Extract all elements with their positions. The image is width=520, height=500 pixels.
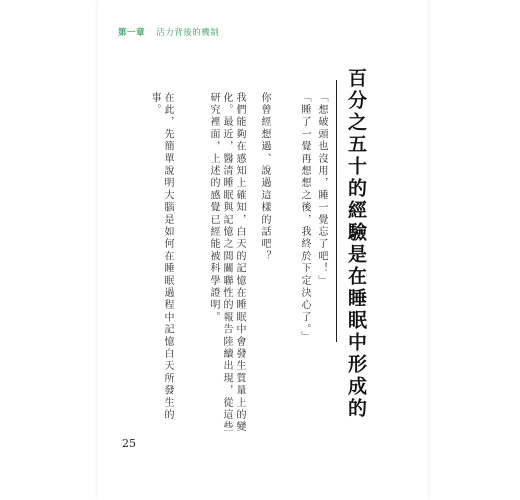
section-label: 活力背後的機制	[156, 28, 220, 38]
quote-2: 「睡了一覺再想想之後，我終於下定決心了。」	[299, 92, 310, 344]
quote-1: 「想破頭也沒用，睡一覺忘了吧！」	[316, 92, 327, 288]
chapter-label: 第一章	[118, 28, 146, 38]
paragraph-2: 我們能夠在感知上確知，白天的記憶在睡眠中會發生質量上的變化。最近，醫清睡眠與記憶之間關聯性的報告陸續出現，從這些研究裡面，上述的感覺已經能被科學證明。	[208, 92, 245, 434]
title-divider	[336, 80, 337, 342]
section-title: 百分之五十的經驗是在睡眠中形成的	[345, 68, 367, 420]
paragraph-3: 在此，先簡單說明大腦是如何在睡眠過程中記憶白天所發生的事。	[149, 92, 173, 422]
page-number: 25	[122, 437, 136, 450]
paragraph-1: 你曾經想過、說過這樣的話吧？	[259, 92, 270, 263]
running-header	[118, 26, 219, 38]
book-page	[98, 0, 428, 500]
